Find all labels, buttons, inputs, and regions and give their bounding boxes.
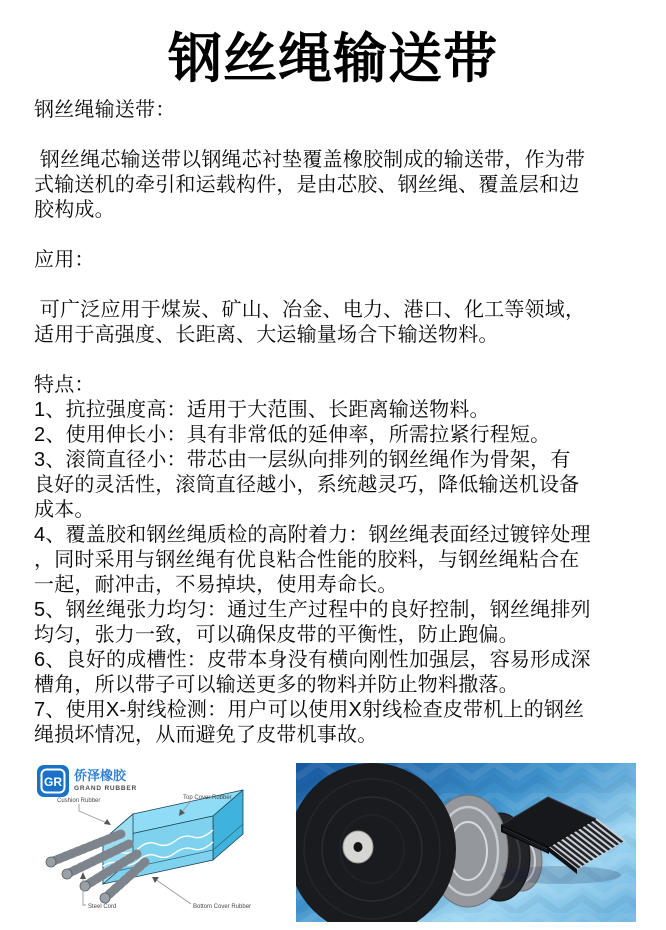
text-line: 均匀，张力一致，可以确保皮带的平衡性，防止跑偏。 — [34, 624, 519, 646]
cushion-rubber-label: Cushion Rubber — [57, 798, 101, 804]
text-line: 应用： — [34, 249, 95, 271]
text-line: 5、钢丝绳张力均匀：通过生产过程中的良好控制，钢丝绳排列 — [34, 599, 591, 621]
text-line: 槽角，所以带子可以输送更多的物料并防止物料撒落。 — [34, 674, 519, 696]
text-line: 可广泛应用于煤炭、矿山、冶金、电力、港口、化工等领域， — [34, 299, 586, 321]
text-line: 3、滚筒直径小：带芯由一层纵向排列的钢丝绳作为骨架，有 — [34, 449, 571, 471]
text-line: 绳损坏情况，从而避免了皮带机事故。 — [34, 724, 378, 746]
text-line: 1、抗拉强度高：适用于大范围、长距离输送物料。 — [34, 399, 490, 421]
belt-product-photo — [296, 763, 636, 922]
text-line: 成本。 — [34, 499, 95, 521]
text-line — [34, 348, 646, 373]
arrow-icon — [80, 872, 86, 879]
text-line: 钢丝绳输送带： — [34, 99, 176, 121]
steel-cord-label: Steel Cord — [88, 904, 117, 910]
arrow-icon — [152, 877, 159, 883]
text-line: ，同时采用与钢丝绳有优良粘合性能的胶料，与钢丝绳粘合在 — [34, 549, 580, 571]
text-line: 良好的灵活性，滚筒直径越小，系统越灵巧，降低输送机设备 — [34, 474, 580, 496]
roll-hub-hole — [354, 842, 363, 852]
text-line — [34, 123, 646, 148]
top-cover-rubber-label: Top Cover Rubber — [183, 795, 232, 801]
belt-structure-diagram — [33, 762, 290, 925]
text-line — [34, 223, 646, 248]
text-line: 一起，耐冲击，不易掉块，使用寿命长。 — [34, 574, 398, 596]
body-text — [34, 98, 646, 748]
text-line — [34, 273, 646, 298]
text-line: 2、使用伸长小：具有非常低的延伸率，所需拉紧行程短。 — [34, 424, 551, 446]
text-line: 6、良好的成槽性：皮带本身没有横向刚性加强层，容易形成深 — [34, 649, 591, 671]
logo-english-name: GRAND RUBBER — [74, 785, 138, 792]
text-line: 4、覆盖胶和钢丝绳质检的高附着力：钢丝绳表面经过镀锌处理 — [34, 524, 591, 546]
logo-chinese-name: 侨泽橡胶 — [74, 768, 127, 783]
text-line: 适用于高强度、长距离、大运输量场合下输送物料。 — [34, 324, 499, 346]
text-line: 胶构成。 — [34, 199, 115, 221]
text-line: 特点： — [34, 374, 95, 396]
text-line: 钢丝绳芯输送带以钢绳芯衬垫覆盖橡胶制成的输送带，作为带 — [34, 149, 586, 171]
text-line: 式输送机的牵引和运载构件，是由芯胶、钢丝绳、覆盖层和边 — [34, 174, 580, 196]
bottom-cover-rubber-label: Bottom Cover Rubber — [193, 904, 252, 910]
text-line: 7、使用X-射线检测：用户可以使用X射线检查皮带机上的钢丝 — [34, 699, 585, 721]
page-title: 钢丝绳输送带 — [168, 29, 498, 89]
grand-rubber-logo — [37, 765, 137, 797]
logo-monogram: GR — [44, 775, 62, 789]
